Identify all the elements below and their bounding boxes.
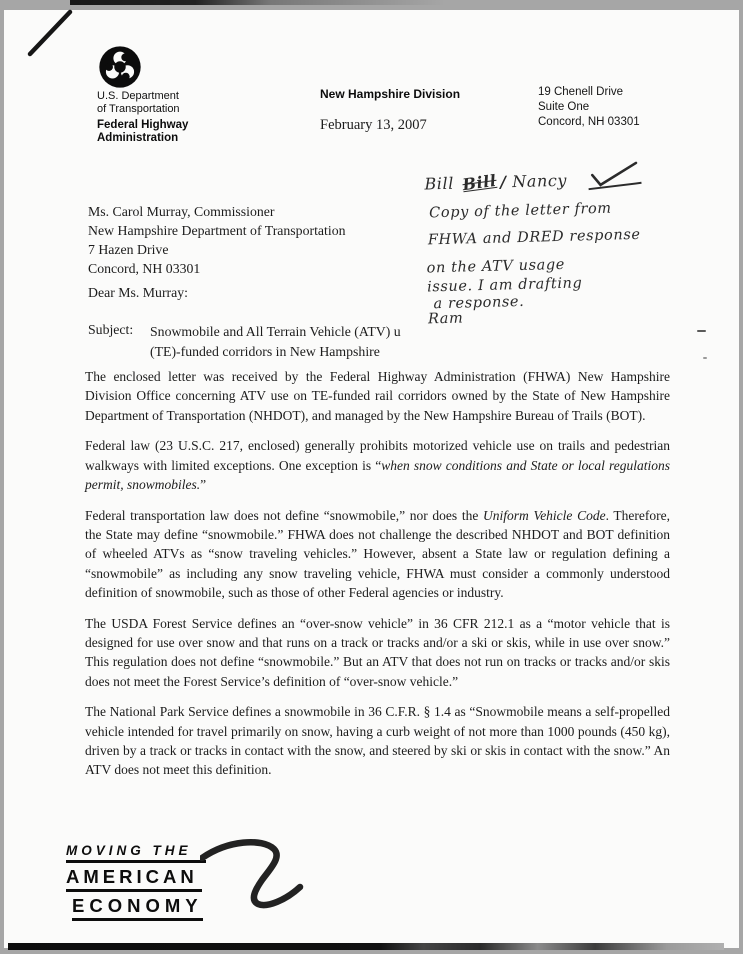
department-line-1: U.S. Department xyxy=(97,90,179,102)
subject-text xyxy=(150,322,401,362)
handwritten-text-line: on the ATV usage xyxy=(426,256,566,277)
department-name xyxy=(97,90,180,115)
footer-brand-line-2: AMERICAN xyxy=(66,866,202,892)
letter-paragraph: Federal transportation law does not define “snowmobile,” nor does the Uniform Vehicle Code. Therefore, the State may define “snowmobile.” FHWA does not challenge the described NHDOT and BOT definition of wheeled ATVs as “snow traveling vehicles.” However, absent a State law or regulation defining a “snowmobile” as including any snow traveling vehicle, FHWA must consider a commonly understood definition of snowmobile, such as those of other Federal agencies or industry. xyxy=(85,507,670,600)
handwritten-routing-line xyxy=(424,160,645,196)
return-address-line: 19 Chenell Drive xyxy=(538,86,624,98)
recipient-line: Concord, NH 03301 xyxy=(88,261,201,276)
subject-line-1: Snowmobile and All Terrain Vehicle (ATV) u xyxy=(150,324,401,339)
recipient-line: New Hampshire Department of Transportation xyxy=(88,223,346,238)
handwritten-name-nancy: Nancy xyxy=(511,170,568,192)
handwritten-text-line: Copy of the letter from xyxy=(428,200,612,222)
return-address xyxy=(538,85,640,130)
letter-paragraph: The enclosed letter was received by the Federal Highway Administration (FHWA) New Hampshire Division Office concerning ATV use on TE-funded rail corridors owned by the State of New Hampshire Department of Transportation (NHDOT), and managed by the New Hampshire Bureau of Trails (BOT). xyxy=(85,369,670,423)
letter-date: February 13, 2007 xyxy=(320,117,427,133)
checkmark-icon xyxy=(586,160,645,192)
return-address-line: Concord, NH 03301 xyxy=(538,116,640,128)
letter-body xyxy=(85,367,670,791)
recipient-line: 7 Hazen Drive xyxy=(88,242,169,257)
recipient-line: Ms. Carol Murray, Commissioner xyxy=(88,204,275,219)
handwritten-text-line: a response. xyxy=(433,293,525,313)
letter-paragraph: The USDA Forest Service defines an “over-snow vehicle” in 36 CFR 212.1 as a “motor vehicle that is designed for use over snow and that runs on a track or tracks and/or a ski or skis, while in use over snow.” This regulation does not define “snowmobile.” But an ATV that does not run on tracks or tracks and/or skis does not meet the Forest Service’s definition of “over-snow vehicle.” xyxy=(85,615,670,689)
agency-line-1: Federal Highway xyxy=(97,119,189,131)
footer-brand-line-1: MOVING THE xyxy=(66,843,206,863)
pen-scribble-mark xyxy=(200,834,310,914)
return-address-line: Suite One xyxy=(538,101,590,113)
pen-slash-mark xyxy=(20,4,80,62)
handwritten-note xyxy=(422,157,694,329)
scan-streak-bottom xyxy=(8,943,724,950)
recipient-address xyxy=(88,202,346,278)
letter-paragraph: Federal law (23 U.S.C. 217, enclosed) generally prohibits motorized vehicle use on trails and pedestrian walkways with limited exceptions. One exception is “when snow conditions and State or local regulations permit, snowmobiles.” xyxy=(85,438,670,492)
agency-line-2: Administration xyxy=(97,131,179,144)
moving-the-american-economy-logo xyxy=(66,842,206,921)
scan-noise-dash xyxy=(697,330,706,332)
handwritten-text-line: FHWA and DRED response xyxy=(427,226,641,249)
handwritten-name-bill: Bill xyxy=(424,173,455,194)
footer-brand-line-3: ECONOMY xyxy=(72,895,203,921)
subject-line-2: (TE)-funded corridors in New Hampshire xyxy=(150,344,380,359)
department-line-2: of Transportation xyxy=(97,102,180,115)
agency-name xyxy=(97,119,188,144)
division-title: New Hampshire Division xyxy=(320,87,461,101)
handwritten-scratched-name: Bill xyxy=(460,170,498,195)
salutation: Dear Ms. Murray: xyxy=(88,285,189,300)
us-dot-triskelion-icon xyxy=(98,45,142,89)
handwritten-text-line: issue. I am drafting xyxy=(426,275,583,296)
scan-noise-dot xyxy=(703,357,707,359)
handwritten-signature: Ram xyxy=(427,310,464,328)
subject-label: Subject: xyxy=(88,322,134,337)
scan-streak-top xyxy=(70,0,570,5)
handwritten-slash: / xyxy=(499,172,507,192)
letter-paragraph: The National Park Service defines a snowmobile in 36 C.F.R. § 1.4 as “Snowmobile means a self-propelled vehicle intended for travel primarily on snow, having a curb weight of not more than 1000 pounds (450 kg), driven by a track or tracks in contact with the snow, and steered by ski or skis in contact with the snow.” An ATV does not meet this definition. xyxy=(85,704,670,778)
